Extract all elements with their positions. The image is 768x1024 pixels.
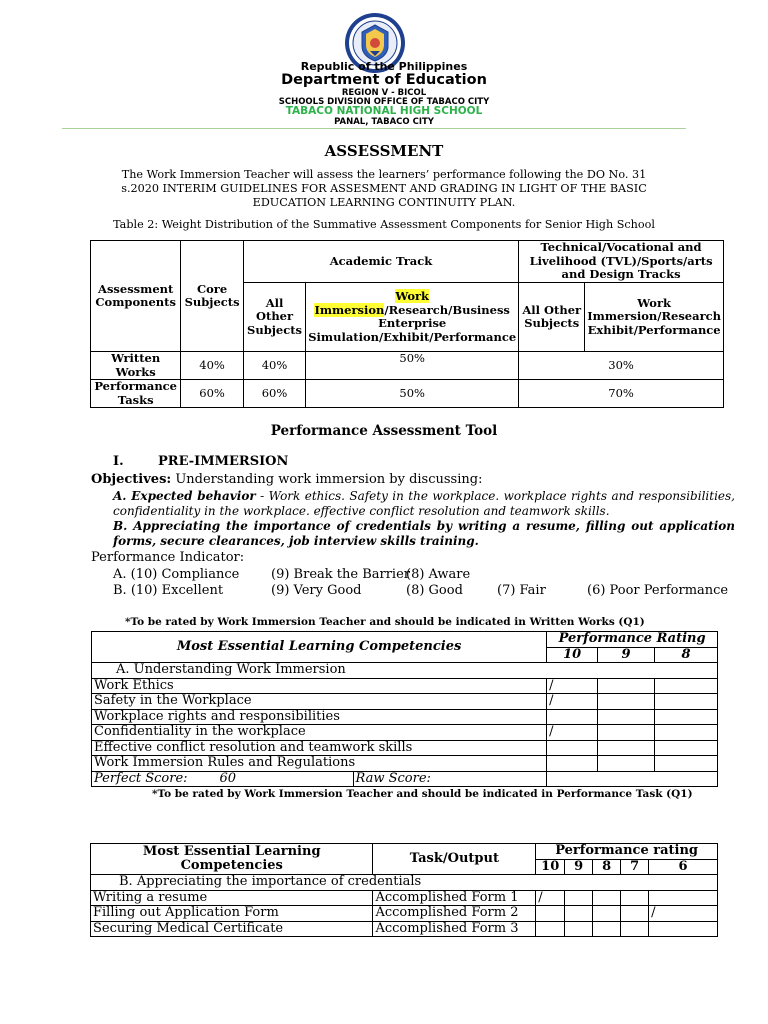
rating-10-cell[interactable]: / xyxy=(536,890,565,906)
table-row xyxy=(91,921,718,937)
rating-10-cell[interactable] xyxy=(547,709,598,725)
rating-7-cell[interactable] xyxy=(621,921,649,937)
school-address: PANAL, TABACO CITY xyxy=(334,117,434,127)
rating-8-cell[interactable] xyxy=(593,890,621,906)
header-melc-b: Most Essential Learning Competencies xyxy=(91,844,373,875)
tool-title: Performance Assessment Tool xyxy=(270,423,498,439)
score-10: 10 xyxy=(547,647,598,663)
section-b-row: B. Appreciating the importance of credentials xyxy=(91,875,718,891)
table-row xyxy=(92,678,718,694)
table-row xyxy=(92,709,718,725)
rating-8-cell[interactable] xyxy=(655,756,718,772)
performance-tvl: 70% xyxy=(519,380,724,408)
header-melc: Most Essential Learning Competencies xyxy=(92,632,547,663)
competency-label: Work Ethics xyxy=(92,678,547,694)
competency-label: Writing a resume xyxy=(91,890,373,906)
highlighted-work-immersion: Work Immersion xyxy=(314,289,430,317)
rating-10-cell[interactable] xyxy=(536,921,565,937)
objectives xyxy=(91,472,482,487)
score-9-b: 9 xyxy=(565,859,593,875)
raw-score-input[interactable] xyxy=(547,771,718,787)
rating-6-cell[interactable] xyxy=(649,890,718,906)
header-performance-rating-b: Performance rating xyxy=(536,844,718,860)
score-7-b: 7 xyxy=(621,859,649,875)
rating-8-cell[interactable] xyxy=(593,921,621,937)
header-all-other-subjects: All Other Subjects xyxy=(243,283,305,352)
republic-line: Republic of the Philippines xyxy=(300,60,468,73)
row-label-performance-tasks: Performance Tasks xyxy=(91,380,181,408)
header-work-immersion xyxy=(306,283,519,352)
performance-indicator-label: Performance Indicator: xyxy=(91,550,245,565)
rating-6-cell[interactable] xyxy=(649,921,718,937)
rating-9-cell[interactable] xyxy=(565,906,593,922)
intro-paragraph: The Work Immersion Teacher will assess the learners’ performance following the DO No. 31 s.2020 INTERIM GUIDELINES FOR ASSESMENT AND GRADING IN LIGHT OF THE BASIC EDUCATION LEARNING CONTINUITY PLAN. xyxy=(121,168,647,209)
rating-10-cell[interactable]: / xyxy=(547,725,598,741)
competency-label: Securing Medical Certificate xyxy=(91,921,373,937)
indicator-b2: (9) Very Good xyxy=(271,583,362,598)
section-a-row: A. Understanding Work Immersion xyxy=(92,663,718,679)
header-academic-track: Academic Track xyxy=(243,241,518,283)
division-line: SCHOOLS DIVISION OFFICE OF TABACO CITY xyxy=(278,97,490,107)
perfect-score-value: 60 xyxy=(219,770,237,786)
performance-task-note: *To be rated by Work Immersion Teacher and should be indicated in Performance Task (Q1) xyxy=(152,788,693,800)
rating-8-cell[interactable] xyxy=(655,694,718,710)
rating-9-cell[interactable] xyxy=(598,756,655,772)
table-row xyxy=(91,890,718,906)
rating-8-cell[interactable] xyxy=(655,678,718,694)
weight-distribution-table xyxy=(90,240,724,408)
raw-score-cell: Raw Score: xyxy=(353,771,547,787)
indicator-a3: (8) Aware xyxy=(406,567,471,582)
header-core-subjects: Core Subjects xyxy=(181,241,243,352)
written-all-other: 40% xyxy=(243,352,305,380)
competency-label: Work Immersion Rules and Regulations xyxy=(92,756,547,772)
objective-a-text: - Work ethics. Safety in the workplace. workplace rights and responsibilities, confidentiality in the workplace. effective conflict resolution and teamwork skills. xyxy=(113,489,735,518)
rating-9-cell[interactable] xyxy=(598,678,655,694)
score-6-b: 6 xyxy=(649,859,718,875)
perfect-score-cell xyxy=(92,771,354,787)
competency-label: Effective conflict resolution and teamwork skills xyxy=(92,740,547,756)
header-performance-rating: Performance Rating xyxy=(547,632,718,648)
task-output: Accomplished Form 3 xyxy=(373,921,536,937)
rating-7-cell[interactable] xyxy=(621,906,649,922)
rating-9-cell[interactable] xyxy=(598,725,655,741)
written-works-note: *To be rated by Work Immersion Teacher and should be indicated in Written Works (Q1) xyxy=(125,616,645,628)
row-label-written-works: Written Works xyxy=(91,352,181,380)
performance-core: 60% xyxy=(181,380,243,408)
task-output: Accomplished Form 2 xyxy=(373,906,536,922)
indicator-b5: (6) Poor Performance xyxy=(587,583,729,598)
department-line: Department of Education xyxy=(281,72,487,88)
indicator-a2: (9) Break the Barrier xyxy=(271,567,410,582)
score-8-b: 8 xyxy=(593,859,621,875)
rating-7-cell[interactable] xyxy=(621,890,649,906)
header-tvl-track: Technical/Vocational and Livelihood (TVL)/Sports/arts and Design Tracks xyxy=(519,241,724,283)
section-title: PRE-IMMERSION xyxy=(158,454,289,469)
rating-6-cell[interactable]: / xyxy=(649,906,718,922)
table-row xyxy=(92,756,718,772)
work-immersion-rest: /Research/Business Enterprise Simulation/Exhibit/Performance xyxy=(308,302,517,344)
written-core: 40% xyxy=(181,352,243,380)
rating-8-cell[interactable] xyxy=(655,740,718,756)
performance-all-other: 60% xyxy=(243,380,305,408)
indicator-b3: (8) Good xyxy=(406,583,463,598)
competencies-table-b xyxy=(90,843,718,937)
written-tvl: 30% xyxy=(519,352,724,380)
school-name: TABACO NATIONAL HIGH SCHOOL xyxy=(285,105,483,117)
objective-a xyxy=(113,489,735,519)
rating-9-cell[interactable] xyxy=(598,709,655,725)
indicator-b1: B. (10) Excellent xyxy=(113,583,224,598)
rating-10-cell[interactable] xyxy=(536,906,565,922)
competency-label: Confidentiality in the workplace xyxy=(92,725,547,741)
written-work-immersion: 50% xyxy=(306,352,519,380)
header-all-other-subjects-tvl: All Other Subjects xyxy=(519,283,585,352)
rating-8-cell[interactable] xyxy=(593,906,621,922)
table-row xyxy=(91,906,718,922)
score-10-b: 10 xyxy=(536,859,565,875)
rating-10-cell[interactable] xyxy=(547,756,598,772)
competency-label: Filling out Application Form xyxy=(91,906,373,922)
rating-10-cell[interactable] xyxy=(547,740,598,756)
objective-a-label: A. Expected behavior xyxy=(113,489,256,503)
rating-10-cell[interactable]: / xyxy=(547,678,598,694)
objective-b: B. Appreciating the importance of credentials by writing a resume, filling out application forms, secure clearances, job interview skills training. xyxy=(113,519,735,548)
competency-label: Safety in the Workplace xyxy=(92,694,547,710)
rating-8-cell[interactable] xyxy=(655,725,718,741)
rating-10-cell[interactable]: / xyxy=(547,694,598,710)
rating-9-cell[interactable] xyxy=(565,921,593,937)
region-line: REGION V - BICOL xyxy=(341,88,427,98)
header-divider xyxy=(62,128,686,129)
perfect-score-label: Perfect Score: xyxy=(94,770,188,786)
section-number: I. xyxy=(113,454,124,469)
table-row xyxy=(92,725,718,741)
indicator-a1: A. (10) Compliance xyxy=(113,567,240,582)
header-assessment-components: Assessment Components xyxy=(91,241,181,352)
rating-8-cell[interactable] xyxy=(655,709,718,725)
header-task-output: Task/Output xyxy=(373,844,536,875)
indicator-b4: (7) Fair xyxy=(497,583,546,598)
objectives-label: Objectives: xyxy=(91,472,172,487)
page-title: ASSESSMENT xyxy=(324,142,444,160)
table-row xyxy=(92,740,718,756)
header-work-immersion-tvl: Work Immersion/Research Exhibit/Performance xyxy=(585,283,724,352)
task-output: Accomplished Form 1 xyxy=(373,890,536,906)
rating-9-cell[interactable] xyxy=(598,740,655,756)
score-9: 9 xyxy=(598,647,655,663)
score-8: 8 xyxy=(655,647,718,663)
performance-work-immersion: 50% xyxy=(306,380,519,408)
objectives-text: Understanding work immersion by discussing: xyxy=(171,472,483,487)
competency-label: Workplace rights and responsibilities xyxy=(92,709,547,725)
rating-9-cell[interactable] xyxy=(598,694,655,710)
rating-9-cell[interactable] xyxy=(565,890,593,906)
table-row xyxy=(92,694,718,710)
table-caption: Table 2: Weight Distribution of the Summative Assessment Components for Senior High School xyxy=(113,218,655,231)
competencies-table-a xyxy=(91,631,718,787)
